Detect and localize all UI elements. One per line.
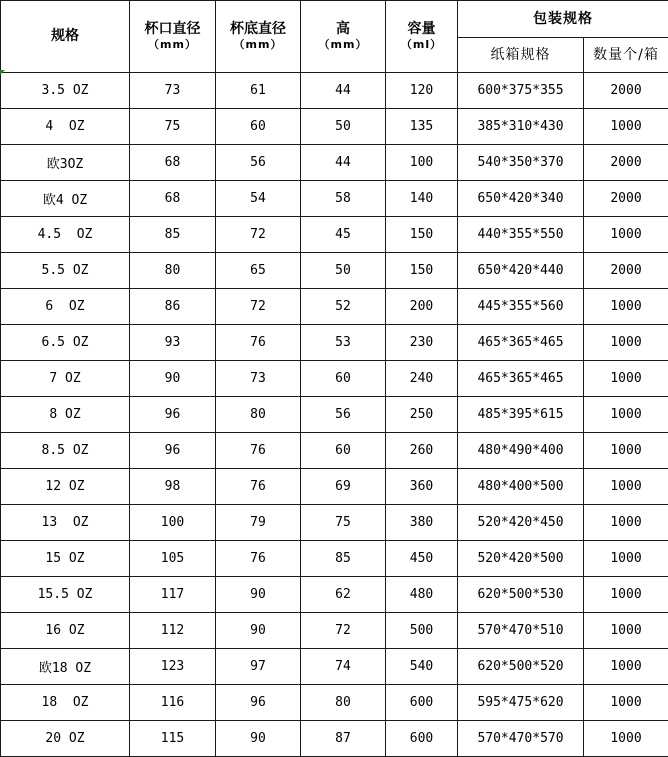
header-height-unit: （mm）	[301, 38, 385, 52]
cell-height: 50	[301, 253, 386, 289]
cell-carton-size: 620*500*530	[458, 577, 584, 613]
cell-carton-size: 540*350*370	[458, 145, 584, 181]
cell-qty-per-carton: 1000	[584, 685, 668, 721]
cell-bottom-diameter: 61	[216, 73, 301, 109]
header-capacity-label: 容量	[408, 21, 436, 37]
table-row	[1, 181, 668, 217]
cell-corner-mark	[0, 70, 5, 75]
cell-qty-per-carton: 1000	[584, 325, 668, 361]
header-height	[301, 1, 386, 73]
cell-capacity: 140	[386, 181, 458, 217]
cell-bottom-diameter: 76	[216, 469, 301, 505]
cell-top-diameter: 96	[130, 397, 216, 433]
cell-top-diameter: 90	[130, 361, 216, 397]
cell-capacity: 230	[386, 325, 458, 361]
cell-spec: 4 OZ	[1, 109, 130, 145]
header-qty-per-carton: 数量个/箱	[584, 38, 668, 73]
cell-top-diameter: 123	[130, 649, 216, 685]
cell-height: 74	[301, 649, 386, 685]
cell-spec: 7 OZ	[1, 361, 130, 397]
header-spec: 规格	[1, 1, 130, 73]
cell-spec: 欧4 OZ	[1, 181, 130, 217]
cell-spec: 5.5 OZ	[1, 253, 130, 289]
cell-bottom-diameter: 97	[216, 649, 301, 685]
cell-capacity: 360	[386, 469, 458, 505]
cell-bottom-diameter: 60	[216, 109, 301, 145]
header-bottom-diameter-label: 杯底直径	[230, 21, 286, 37]
cell-qty-per-carton: 2000	[584, 73, 668, 109]
cell-height: 44	[301, 145, 386, 181]
cell-spec: 18 OZ	[1, 685, 130, 721]
cell-height: 85	[301, 541, 386, 577]
cell-capacity: 260	[386, 433, 458, 469]
cell-carton-size: 465*365*465	[458, 325, 584, 361]
cell-height: 87	[301, 721, 386, 757]
cell-spec: 16 OZ	[1, 613, 130, 649]
cell-height: 62	[301, 577, 386, 613]
cell-top-diameter: 115	[130, 721, 216, 757]
table-row	[1, 325, 668, 361]
cell-bottom-diameter: 72	[216, 217, 301, 253]
cell-carton-size: 595*475*620	[458, 685, 584, 721]
cell-qty-per-carton: 2000	[584, 253, 668, 289]
cell-top-diameter: 105	[130, 541, 216, 577]
cell-capacity: 450	[386, 541, 458, 577]
cell-capacity: 200	[386, 289, 458, 325]
cell-top-diameter: 96	[130, 433, 216, 469]
cell-qty-per-carton: 1000	[584, 361, 668, 397]
cell-carton-size: 465*365*465	[458, 361, 584, 397]
cell-bottom-diameter: 72	[216, 289, 301, 325]
cell-bottom-diameter: 79	[216, 505, 301, 541]
table-row	[1, 469, 668, 505]
table-row	[1, 253, 668, 289]
cell-carton-size: 480*400*500	[458, 469, 584, 505]
cell-spec: 6 OZ	[1, 289, 130, 325]
cell-bottom-diameter: 56	[216, 145, 301, 181]
cell-bottom-diameter: 96	[216, 685, 301, 721]
cell-carton-size: 485*395*615	[458, 397, 584, 433]
cell-capacity: 480	[386, 577, 458, 613]
table-row	[1, 541, 668, 577]
cell-qty-per-carton: 1000	[584, 397, 668, 433]
cell-qty-per-carton: 1000	[584, 505, 668, 541]
cell-height: 53	[301, 325, 386, 361]
header-top-diameter-unit: （mm）	[130, 38, 215, 52]
header-packing: 包装规格	[458, 1, 668, 38]
cell-top-diameter: 98	[130, 469, 216, 505]
cell-carton-size: 520*420*450	[458, 505, 584, 541]
header-top-diameter	[130, 1, 216, 73]
spec-table-body	[1, 73, 668, 757]
cell-spec: 3.5 OZ	[1, 73, 130, 109]
cell-carton-size: 650*420*440	[458, 253, 584, 289]
table-row	[1, 361, 668, 397]
cell-carton-size: 570*470*570	[458, 721, 584, 757]
header-row-1	[1, 1, 668, 38]
cell-bottom-diameter: 76	[216, 325, 301, 361]
cell-capacity: 100	[386, 145, 458, 181]
cell-spec: 6.5 OZ	[1, 325, 130, 361]
table-row	[1, 685, 668, 721]
cell-capacity: 135	[386, 109, 458, 145]
cell-bottom-diameter: 73	[216, 361, 301, 397]
table-row	[1, 577, 668, 613]
cell-capacity: 540	[386, 649, 458, 685]
table-row	[1, 505, 668, 541]
cell-spec: 8 OZ	[1, 397, 130, 433]
cell-capacity: 240	[386, 361, 458, 397]
cell-top-diameter: 112	[130, 613, 216, 649]
cell-carton-size: 650*420*340	[458, 181, 584, 217]
cell-capacity: 600	[386, 721, 458, 757]
cell-top-diameter: 100	[130, 505, 216, 541]
cell-height: 52	[301, 289, 386, 325]
cell-height: 60	[301, 361, 386, 397]
cell-height: 56	[301, 397, 386, 433]
table-row	[1, 649, 668, 685]
cell-carton-size: 440*355*550	[458, 217, 584, 253]
cell-top-diameter: 68	[130, 181, 216, 217]
cell-carton-size: 445*355*560	[458, 289, 584, 325]
table-row	[1, 613, 668, 649]
cell-bottom-diameter: 54	[216, 181, 301, 217]
cell-spec: 13 OZ	[1, 505, 130, 541]
cell-capacity: 250	[386, 397, 458, 433]
cell-carton-size: 600*375*355	[458, 73, 584, 109]
table-row	[1, 397, 668, 433]
cell-top-diameter: 86	[130, 289, 216, 325]
cell-top-diameter: 75	[130, 109, 216, 145]
cell-height: 72	[301, 613, 386, 649]
cell-top-diameter: 80	[130, 253, 216, 289]
cell-qty-per-carton: 1000	[584, 649, 668, 685]
cell-bottom-diameter: 90	[216, 721, 301, 757]
cell-height: 60	[301, 433, 386, 469]
table-row	[1, 289, 668, 325]
cell-carton-size: 480*490*400	[458, 433, 584, 469]
cell-qty-per-carton: 1000	[584, 541, 668, 577]
cell-spec: 12 OZ	[1, 469, 130, 505]
header-capacity-unit: （ml）	[386, 38, 457, 52]
header-bottom-diameter-unit: （mm）	[216, 38, 300, 52]
cell-bottom-diameter: 76	[216, 433, 301, 469]
cell-bottom-diameter: 90	[216, 613, 301, 649]
table-row	[1, 433, 668, 469]
cell-qty-per-carton: 1000	[584, 289, 668, 325]
cell-capacity: 380	[386, 505, 458, 541]
cell-height: 69	[301, 469, 386, 505]
cell-top-diameter: 68	[130, 145, 216, 181]
cell-top-diameter: 116	[130, 685, 216, 721]
cell-spec: 欧3OZ	[1, 145, 130, 181]
cell-spec: 8.5 OZ	[1, 433, 130, 469]
header-carton: 纸箱规格	[458, 38, 584, 73]
cell-carton-size: 385*310*430	[458, 109, 584, 145]
cell-qty-per-carton: 1000	[584, 217, 668, 253]
cell-spec: 欧18 OZ	[1, 649, 130, 685]
cell-qty-per-carton: 1000	[584, 577, 668, 613]
table-row	[1, 145, 668, 181]
table-row	[1, 217, 668, 253]
cell-top-diameter: 93	[130, 325, 216, 361]
table-row	[1, 109, 668, 145]
header-top-diameter-label: 杯口直径	[145, 21, 201, 37]
cell-spec: 4.5 OZ	[1, 217, 130, 253]
cell-top-diameter: 85	[130, 217, 216, 253]
cell-bottom-diameter: 80	[216, 397, 301, 433]
cell-bottom-diameter: 76	[216, 541, 301, 577]
table-row	[1, 721, 668, 757]
cell-height: 80	[301, 685, 386, 721]
cell-top-diameter: 73	[130, 73, 216, 109]
cell-qty-per-carton: 1000	[584, 109, 668, 145]
cell-carton-size: 570*470*510	[458, 613, 584, 649]
cell-capacity: 150	[386, 253, 458, 289]
cell-qty-per-carton: 1000	[584, 433, 668, 469]
cell-height: 58	[301, 181, 386, 217]
cell-spec: 15.5 OZ	[1, 577, 130, 613]
cell-capacity: 500	[386, 613, 458, 649]
cell-spec: 20 OZ	[1, 721, 130, 757]
cell-qty-per-carton: 1000	[584, 469, 668, 505]
cell-carton-size: 620*500*520	[458, 649, 584, 685]
header-capacity	[386, 1, 458, 73]
table-row	[1, 73, 668, 109]
cell-qty-per-carton: 1000	[584, 613, 668, 649]
cell-qty-per-carton: 1000	[584, 721, 668, 757]
cell-carton-size: 520*420*500	[458, 541, 584, 577]
cell-height: 50	[301, 109, 386, 145]
cell-qty-per-carton: 2000	[584, 145, 668, 181]
cell-top-diameter: 117	[130, 577, 216, 613]
cell-bottom-diameter: 65	[216, 253, 301, 289]
cell-height: 75	[301, 505, 386, 541]
cell-capacity: 120	[386, 73, 458, 109]
cell-spec: 15 OZ	[1, 541, 130, 577]
cell-capacity: 150	[386, 217, 458, 253]
header-height-label: 高	[336, 21, 350, 37]
cell-bottom-diameter: 90	[216, 577, 301, 613]
cell-height: 44	[301, 73, 386, 109]
header-bottom-diameter	[216, 1, 301, 73]
cell-qty-per-carton: 2000	[584, 181, 668, 217]
cell-capacity: 600	[386, 685, 458, 721]
cell-height: 45	[301, 217, 386, 253]
